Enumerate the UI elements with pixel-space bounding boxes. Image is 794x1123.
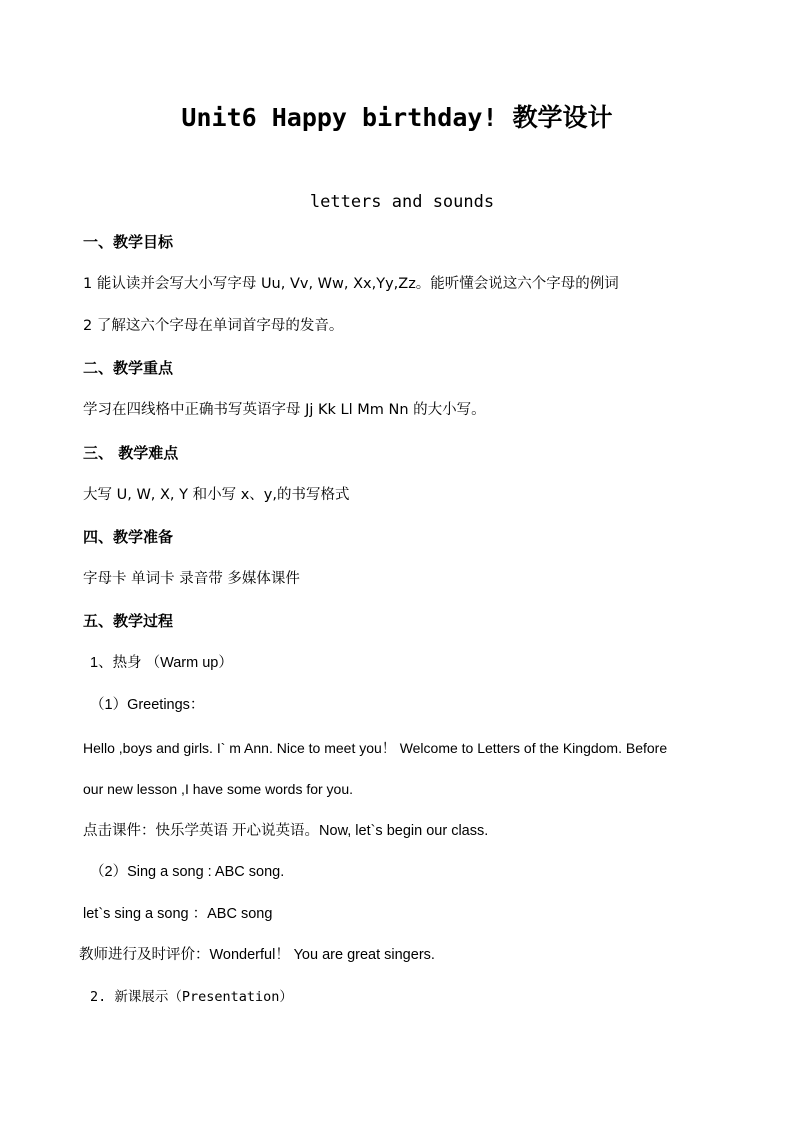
praise-line: 教师进行及时评价：Wonderful！ You are great singers. [79,947,435,963]
section-heading-goals: 一、教学目标 [83,233,174,251]
section-heading-preparation: 四、教学准备 [83,528,174,546]
click-courseware-line: 点击课件：快乐学英语 开心说英语。Now, let`s begin our class. [83,823,489,839]
goal-line-2: 2 了解这六个字母在单词首字母的发音。 [83,318,344,334]
greeting-line-a: Hello ,boys and girls. I` m Ann. Nice to meet you！ Welcome to Letters of the Kingdom. Before [83,740,668,756]
section-heading-key-points: 二、教学重点 [83,359,174,377]
step-1-warm-up: 1、热身 （Warm up） [90,655,233,671]
difficulty-line: 大写 U, W, X, Y 和小写 x、y,的书写格式 [83,487,350,503]
goal-line-1: 1 能认读并会写大小写字母 Uu, Vv, Ww, Xx,Yy,Zz。能听懂会说这六个字母的例词 [83,276,619,292]
greeting-line-b: our new lesson ,I have some words for you. [83,781,354,797]
preparation-line: 字母卡 单词卡 录音带 多媒体课件 [83,571,300,587]
sing-line: let`s sing a song ：ABC song [83,906,273,922]
section-heading-process: 五、教学过程 [83,612,174,630]
section-heading-difficulties: 三、 教学难点 [83,444,179,462]
step-1-2-sing: （2）Sing a song : ABC song. [90,864,285,880]
document-subtitle: letters and sounds [309,192,495,212]
step-2-presentation: 2. 新课展示（Presentation） [90,989,293,1005]
document-title: Unit6 Happy birthday! 教学设计 [181,103,613,132]
key-point-line: 学习在四线格中正确书写英语字母 Jj Kk Ll Mm Nn 的大小写。 [83,402,486,418]
step-1-1-greetings: （1）Greetings： [90,697,205,713]
